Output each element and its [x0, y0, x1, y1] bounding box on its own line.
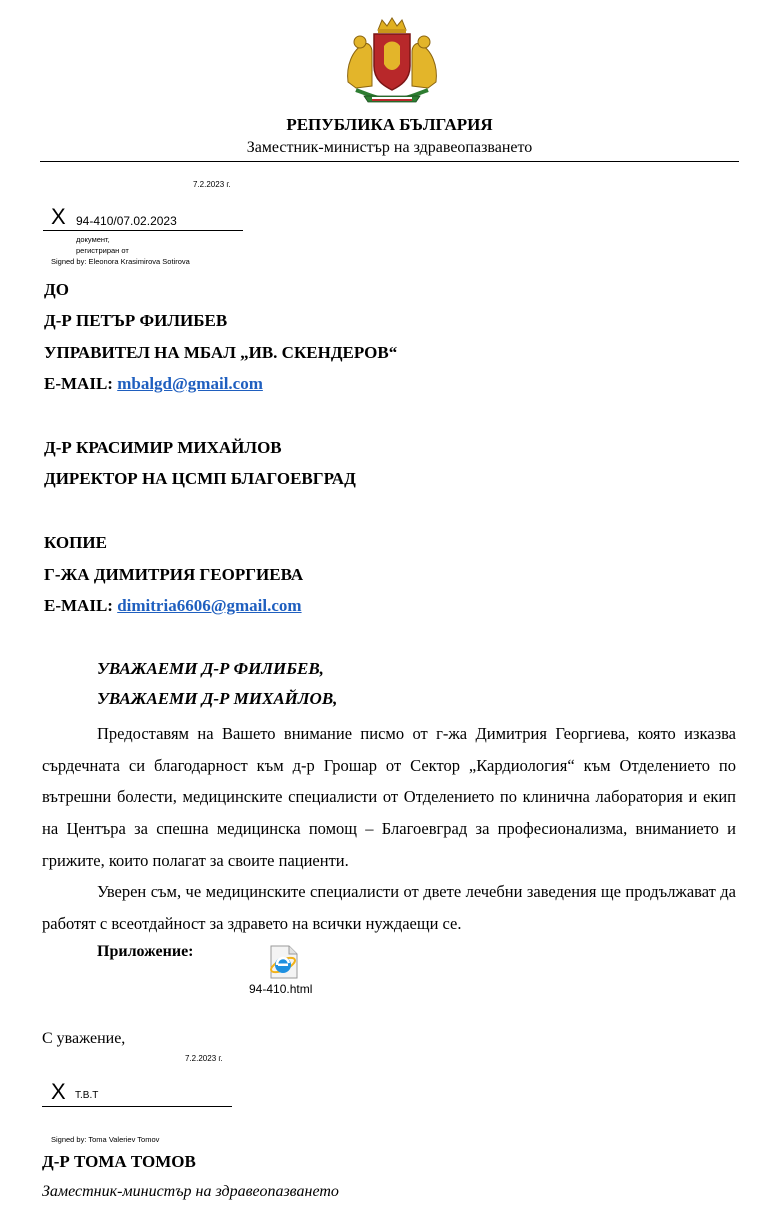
- page-title: РЕПУБЛИКА БЪЛГАРИЯ: [286, 115, 493, 134]
- recipient2-name: Д-Р КРАСИМИР МИХАЙЛОВ: [44, 438, 282, 457]
- closing-text: С уважение,: [42, 1030, 126, 1047]
- recipient1-email-link[interactable]: mbalgd@gmail.com: [117, 374, 263, 393]
- signature1-x-mark[interactable]: X: [51, 204, 66, 229]
- page-subtitle: Заместник-министър на здравеопазването: [246, 139, 533, 156]
- recipient1-email-row: [44, 374, 263, 394]
- bulgarian-coat-of-arms-icon: [342, 16, 442, 104]
- signature2-x-mark[interactable]: X: [51, 1079, 66, 1104]
- signature1-date: 7.2.2023 г.: [193, 180, 231, 189]
- body-paragraph-1: Предоставям на Вашето внимание писмо от г-жа Димитрия Георгиева, която изказва сърдечната си благодарност към д-р Грошар от Сектор „Кардиология“ към Отделението по вътрешни болести, медицинските специалисти от Отделението по клинична лаборатория и екип на Центъра за спешна медицинска помощ – Благоевград за професионализма, вниманието и грижите, които полагат за своите пациенти.: [42, 724, 736, 870]
- signature1-caption-line1: документ,: [76, 235, 110, 244]
- signature2-signed-by: Signed by: Toma Valeriev Tomov: [51, 1135, 160, 1144]
- signature1-caption-line2: регистриран от: [76, 246, 129, 255]
- salutation-2: УВАЖАЕМИ Д-Р МИХАЙЛОВ,: [97, 689, 338, 708]
- signer-role: Заместник-министър на здравеопазването: [42, 1183, 339, 1200]
- signature2-date: 7.2.2023 г.: [185, 1054, 223, 1063]
- recipient1-title: УПРАВИТЕЛ НА МБАЛ „ИВ. СКЕНДЕРОВ“: [44, 343, 398, 362]
- recipient1-name: Д-Р ПЕТЪР ФИЛИБЕВ: [44, 311, 228, 330]
- copy-recipient-name: Г-ЖА ДИМИТРИЯ ГЕОРГИЕВА: [44, 565, 304, 584]
- internet-explorer-file-icon[interactable]: [265, 944, 301, 980]
- signature1-registration-number: 94-410/07.02.2023: [76, 214, 177, 228]
- attachment-filename[interactable]: 94-410.html: [249, 982, 313, 996]
- attachment-label: Приложение:: [97, 943, 194, 960]
- signature2-initials: Т.В.Т: [75, 1090, 99, 1101]
- copy-email-row: [44, 596, 302, 616]
- body-paragraph-2: Уверен съм, че медицинските специалисти от двете лечебни заведения ще продължават да работят с всеотдайност за здравето на всички нуждаещи се.: [42, 882, 736, 933]
- signature2-line: [42, 1106, 232, 1107]
- signer-name: Д-Р ТОМА ТОМОВ: [42, 1152, 196, 1171]
- copy-label: КОПИЕ: [44, 533, 107, 552]
- header-divider: [40, 161, 739, 162]
- recipient2-title: ДИРЕКТОР НА ЦСМП БЛАГОЕВГРАД: [44, 469, 356, 488]
- signature1-line: [43, 230, 243, 231]
- copy-email-link[interactable]: dimitria6606@gmail.com: [117, 596, 302, 615]
- to-label: ДО: [44, 280, 69, 299]
- copy-email-label: E-MAIL:: [44, 596, 113, 615]
- signature1-signed-by: Signed by: Eleonora Krasimirova Sotirova: [51, 257, 190, 266]
- salutation-1: УВАЖАЕМИ Д-Р ФИЛИБЕВ,: [97, 659, 324, 678]
- recipient1-email-label: E-MAIL:: [44, 374, 113, 393]
